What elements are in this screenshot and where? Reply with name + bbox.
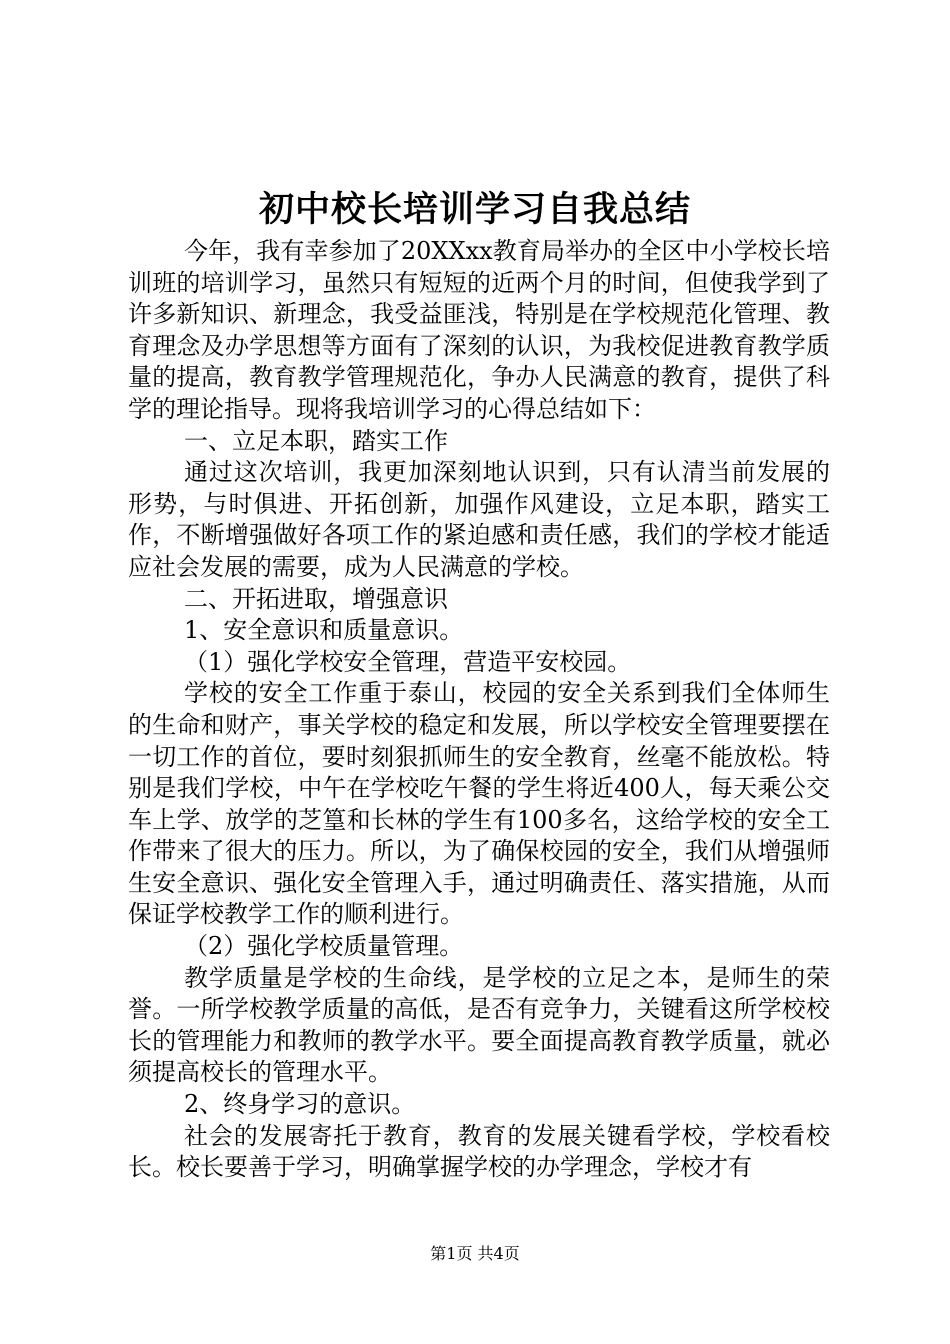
heading-section-2: 二、开拓进取，增强意识: [184, 584, 448, 613]
heading-item-2: （2）强化学校质量管理。: [184, 932, 464, 961]
heading-item-1: （1）强化学校安全管理，营造平安校园。: [184, 647, 632, 676]
heading-subsection-2: 2、终身学习的意识。: [184, 1090, 416, 1119]
document-title: 初中校长培训学习自我总结: [258, 189, 691, 230]
paragraph-intro: 今年，我有幸参加了20XXxx教育局举办的全区中小学校长培训班的培训学习，虽然只有短短的近两个月的时间，但使我学到了许多新知识、新理念，我受益匪浅，特别是在学校规范化管理、教育理念及办学思想等方面有了深刻的认识，为我校促进教育教学质量的提高，教育教学管理规范化，争办人民满意的教育，提供了科学的理论指导。现将我培训学习的心得总结如下：: [128, 237, 830, 423]
paragraph-safety: 学校的安全工作重于泰山，校园的安全关系到我们全体师生的生命和财产，事关学校的稳定和发展，所以学校安全管理要摆在一切工作的首位，要时刻狠抓师生的安全教育，丝毫不能放松。特别是我们学校，中午在学校吃午餐的学生将近400人，每天乘公交车上学、放学的芝篁和长林的学生有100多名，这给学校的安全工作带来了很大的压力。所以，为了确保校园的安全，我们从增强师生安全意识、强化安全管理入手，通过明确责任、落实措施，从而保证学校教学工作的顺利进行。: [128, 679, 830, 929]
document-body: [128, 236, 830, 1184]
page-footer: 第1页 共4页: [430, 1244, 520, 1263]
heading-section-1: 一、立足本职，踏实工作: [184, 426, 448, 455]
paragraph-section-1: 通过这次培训，我更加深刻地认识到，只有认清当前发展的形势，与时俱进、开拓创新，加强作风建设，立足本职，踏实工作，不断增强做好各项工作的紧迫感和责任感，我们的学校才能适应社会发展的需要，成为人民满意的学校。: [128, 458, 830, 581]
paragraph-quality: 教学质量是学校的生命线，是学校的立足之本，是师生的荣誉。一所学校教学质量的高低，是否有竞争力，关键看这所学校校长的管理能力和教师的教学水平。要全面提高教育教学质量，就必须提高校长的管理水平。: [128, 963, 830, 1087]
heading-subsection-1: 1、安全意识和质量意识。: [184, 616, 464, 645]
paragraph-lifelong-learning: 社会的发展寄托于教育，教育的发展关键看学校，学校看校长。校长要善于学习，明确掌握学校的办学理念，学校才有: [128, 1121, 830, 1182]
